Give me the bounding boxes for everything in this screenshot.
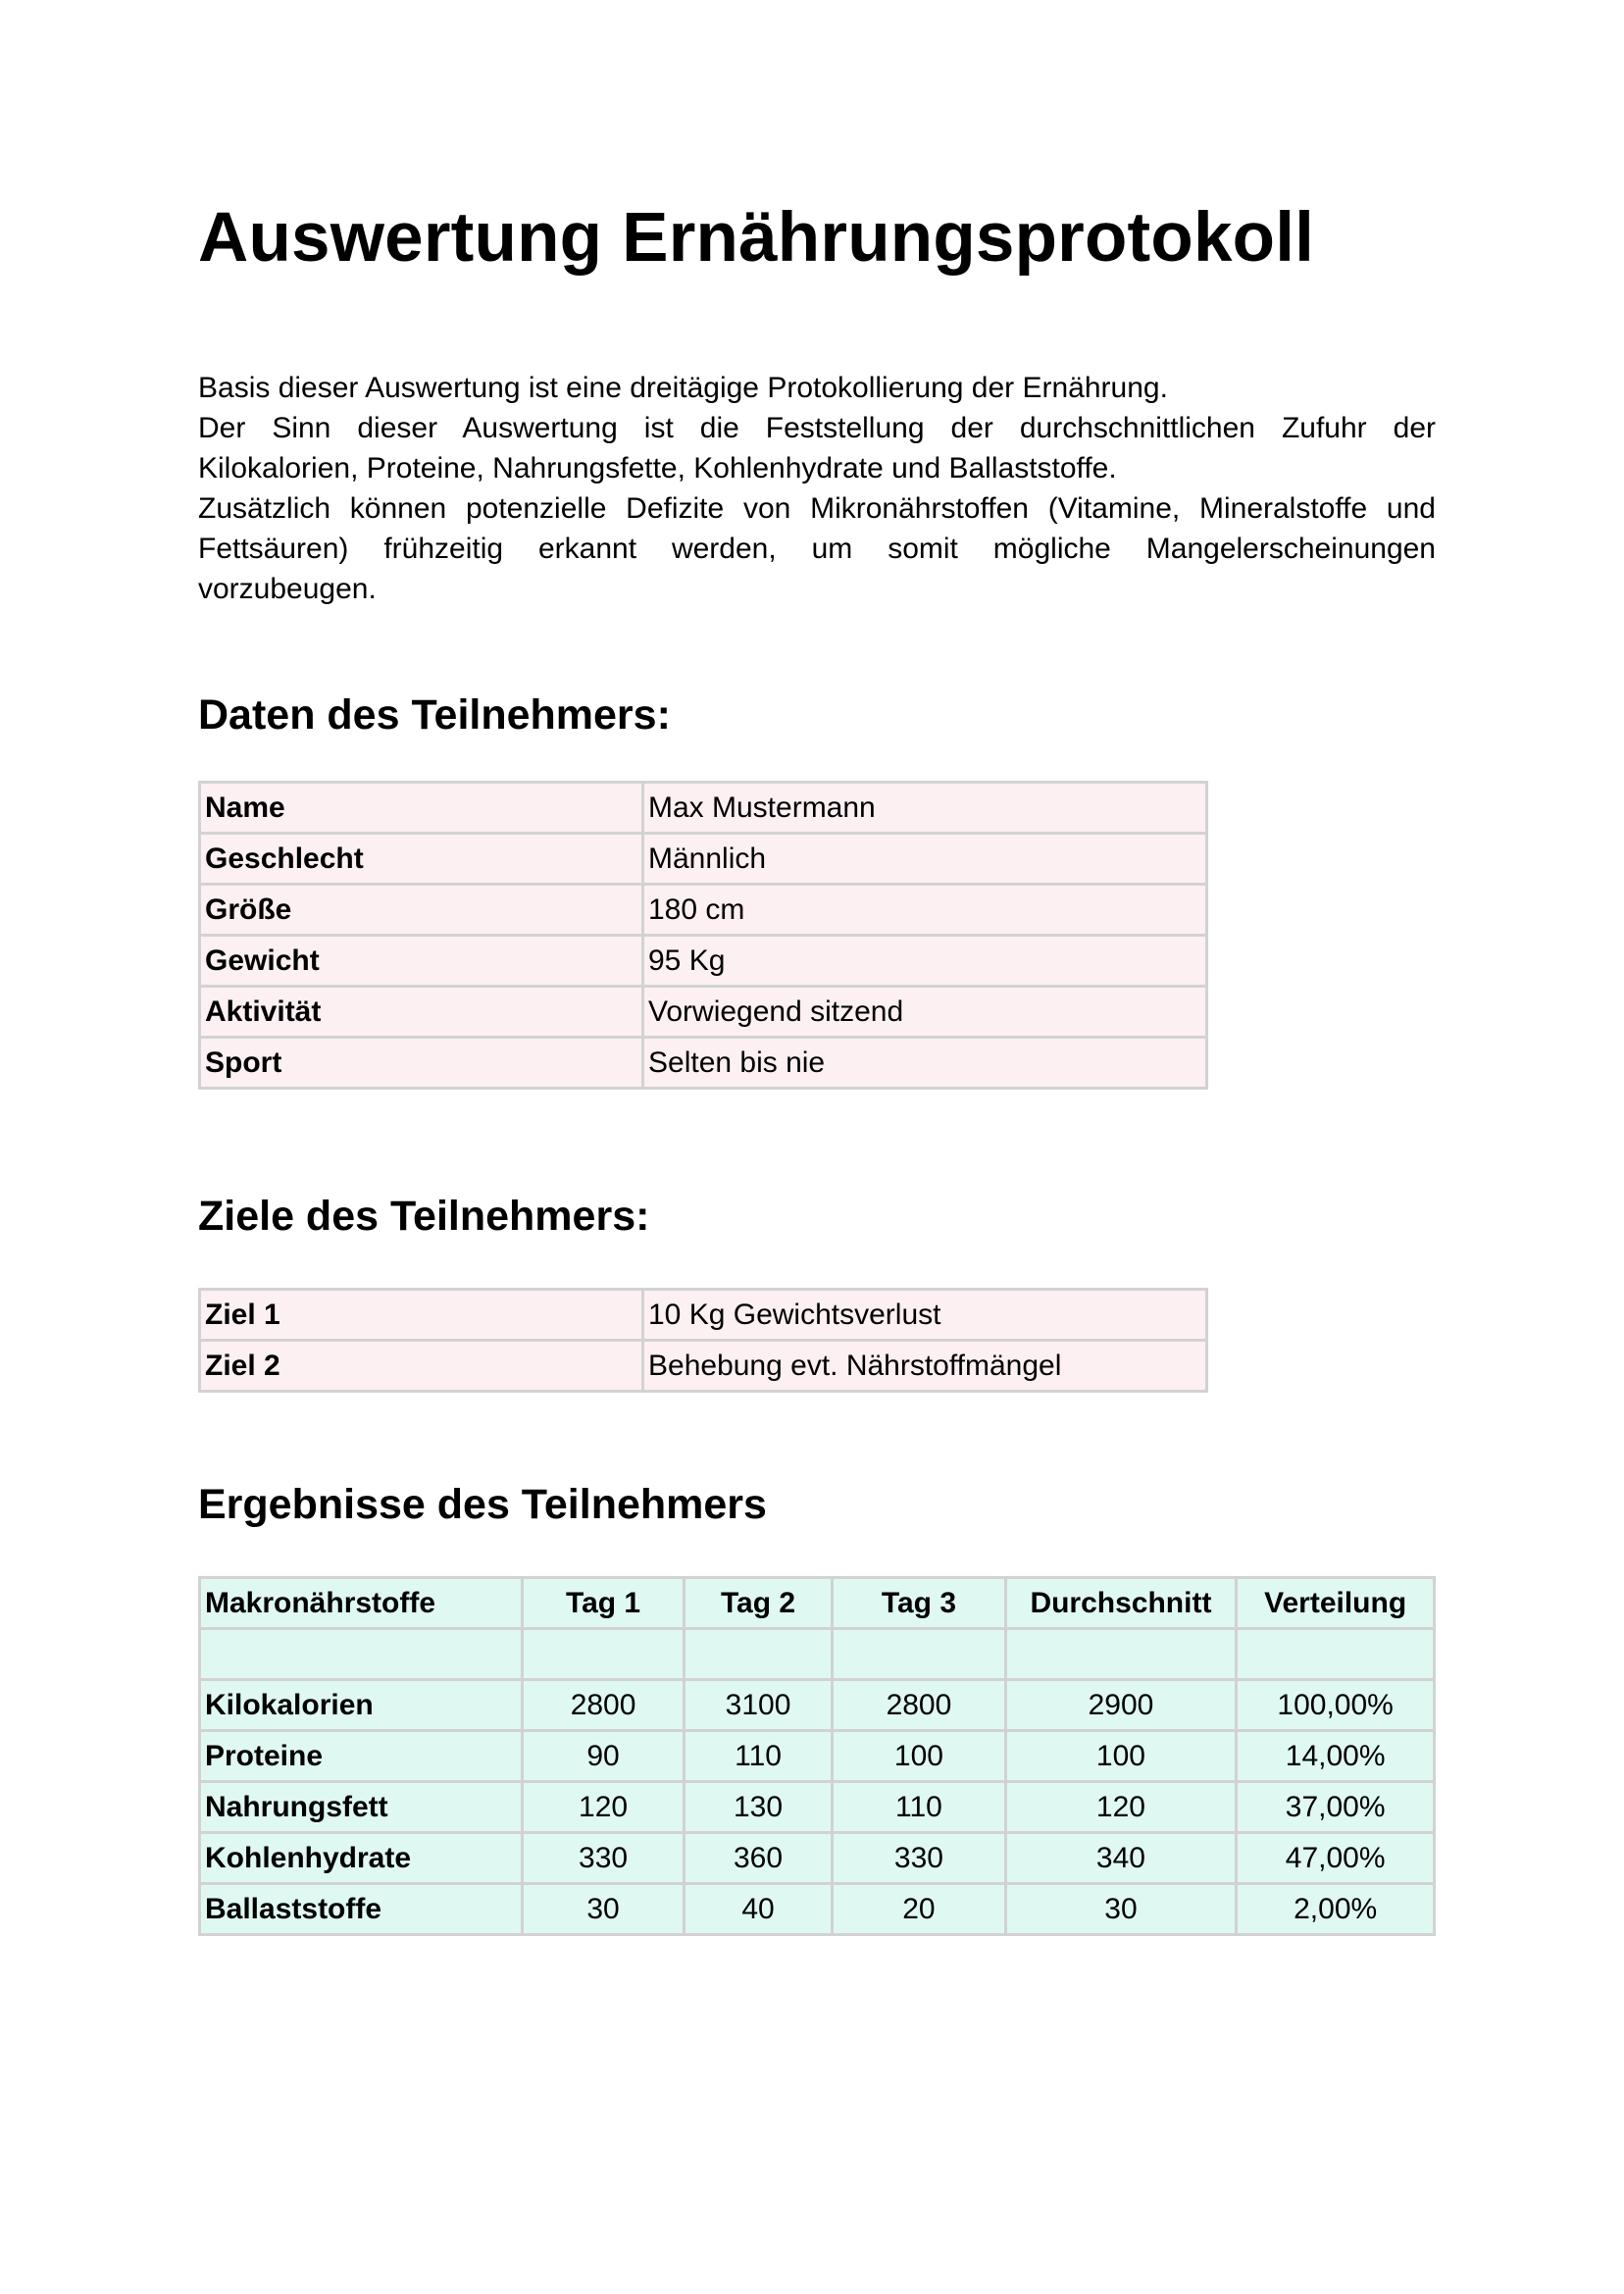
column-header: Durchschnitt bbox=[1005, 1578, 1237, 1629]
table-row bbox=[200, 1884, 1435, 1935]
row-label: Ziel 1 bbox=[200, 1290, 643, 1341]
row-value: Behebung evt. Nährstoffmängel bbox=[643, 1341, 1207, 1392]
row-value: 95 Kg bbox=[643, 936, 1207, 987]
day1-value: 2800 bbox=[523, 1680, 684, 1731]
table-row bbox=[200, 1782, 1435, 1833]
day1-value: 120 bbox=[523, 1782, 684, 1833]
column-header: Tag 1 bbox=[523, 1578, 684, 1629]
intro-paragraph bbox=[198, 368, 1436, 609]
empty-cell bbox=[200, 1629, 523, 1680]
nutrient-name: Kilokalorien bbox=[200, 1680, 523, 1731]
day2-value: 40 bbox=[684, 1884, 833, 1935]
row-label: Aktivität bbox=[200, 987, 643, 1038]
intro-line: Fettsäuren) frühzeitig erkannt werden, um somit mögliche Mangelerscheinungen bbox=[198, 533, 1436, 565]
day2-value: 360 bbox=[684, 1833, 833, 1884]
table-header-row bbox=[200, 1578, 1435, 1629]
table-row bbox=[200, 1731, 1435, 1782]
intro-line: Basis dieser Auswertung ist eine dreitägige Protokollierung der Ernährung. bbox=[198, 372, 1168, 404]
table-row bbox=[200, 834, 1207, 885]
average-value: 100 bbox=[1005, 1731, 1237, 1782]
goals-heading: Ziele des Teilnehmers: bbox=[198, 1193, 650, 1240]
goals-table bbox=[198, 1288, 1208, 1393]
nutrient-name: Proteine bbox=[200, 1731, 523, 1782]
table-row-empty bbox=[200, 1629, 1435, 1680]
table-row bbox=[200, 987, 1207, 1038]
results-table bbox=[198, 1576, 1436, 1936]
nutrient-name: Ballaststoffe bbox=[200, 1884, 523, 1935]
participant-table bbox=[198, 781, 1208, 1090]
row-value: Max Mustermann bbox=[643, 783, 1207, 834]
day3-value: 110 bbox=[833, 1782, 1005, 1833]
day3-value: 330 bbox=[833, 1833, 1005, 1884]
day2-value: 130 bbox=[684, 1782, 833, 1833]
row-label: Größe bbox=[200, 885, 643, 936]
empty-cell bbox=[523, 1629, 684, 1680]
nutrient-name: Kohlenhydrate bbox=[200, 1833, 523, 1884]
table-row bbox=[200, 783, 1207, 834]
table-row bbox=[200, 1833, 1435, 1884]
intro-line: Der Sinn dieser Auswertung ist die Feststellung der durchschnittlichen Zufuhr der bbox=[198, 412, 1436, 444]
row-label: Sport bbox=[200, 1038, 643, 1089]
row-value: 10 Kg Gewichtsverlust bbox=[643, 1290, 1207, 1341]
column-header: Tag 2 bbox=[684, 1578, 833, 1629]
nutrient-name: Nahrungsfett bbox=[200, 1782, 523, 1833]
day2-value: 3100 bbox=[684, 1680, 833, 1731]
average-value: 30 bbox=[1005, 1884, 1237, 1935]
table-row bbox=[200, 936, 1207, 987]
row-label: Ziel 2 bbox=[200, 1341, 643, 1392]
column-header: Tag 3 bbox=[833, 1578, 1005, 1629]
day1-value: 90 bbox=[523, 1731, 684, 1782]
distribution-value: 47,00% bbox=[1237, 1833, 1435, 1884]
day2-value: 110 bbox=[684, 1731, 833, 1782]
row-value: Männlich bbox=[643, 834, 1207, 885]
intro-line: vorzubeugen. bbox=[198, 573, 377, 605]
table-row bbox=[200, 1680, 1435, 1731]
empty-cell bbox=[833, 1629, 1005, 1680]
column-header: Makronährstoffe bbox=[200, 1578, 523, 1629]
day3-value: 100 bbox=[833, 1731, 1005, 1782]
empty-cell bbox=[1237, 1629, 1435, 1680]
row-value: Selten bis nie bbox=[643, 1038, 1207, 1089]
day3-value: 20 bbox=[833, 1884, 1005, 1935]
column-header: Verteilung bbox=[1237, 1578, 1435, 1629]
table-row bbox=[200, 885, 1207, 936]
average-value: 2900 bbox=[1005, 1680, 1237, 1731]
results-heading: Ergebnisse des Teilnehmers bbox=[198, 1481, 767, 1528]
average-value: 120 bbox=[1005, 1782, 1237, 1833]
row-label: Gewicht bbox=[200, 936, 643, 987]
row-label: Name bbox=[200, 783, 643, 834]
distribution-value: 100,00% bbox=[1237, 1680, 1435, 1731]
average-value: 340 bbox=[1005, 1833, 1237, 1884]
distribution-value: 37,00% bbox=[1237, 1782, 1435, 1833]
table-row bbox=[200, 1290, 1207, 1341]
page-title: Auswertung Ernährungsprotokoll bbox=[198, 199, 1315, 277]
distribution-value: 2,00% bbox=[1237, 1884, 1435, 1935]
empty-cell bbox=[1005, 1629, 1237, 1680]
distribution-value: 14,00% bbox=[1237, 1731, 1435, 1782]
day1-value: 30 bbox=[523, 1884, 684, 1935]
intro-line: Kilokalorien, Proteine, Nahrungsfette, Kohlenhydrate und Ballaststoffe. bbox=[198, 452, 1117, 484]
participant-heading: Daten des Teilnehmers: bbox=[198, 691, 671, 739]
day3-value: 2800 bbox=[833, 1680, 1005, 1731]
row-value: 180 cm bbox=[643, 885, 1207, 936]
row-label: Geschlecht bbox=[200, 834, 643, 885]
empty-cell bbox=[684, 1629, 833, 1680]
day1-value: 330 bbox=[523, 1833, 684, 1884]
intro-line: Zusätzlich können potenzielle Defizite von Mikronährstoffen (Vitamine, Mineralstoffe und bbox=[198, 492, 1436, 525]
row-value: Vorwiegend sitzend bbox=[643, 987, 1207, 1038]
table-row bbox=[200, 1038, 1207, 1089]
table-row bbox=[200, 1341, 1207, 1392]
